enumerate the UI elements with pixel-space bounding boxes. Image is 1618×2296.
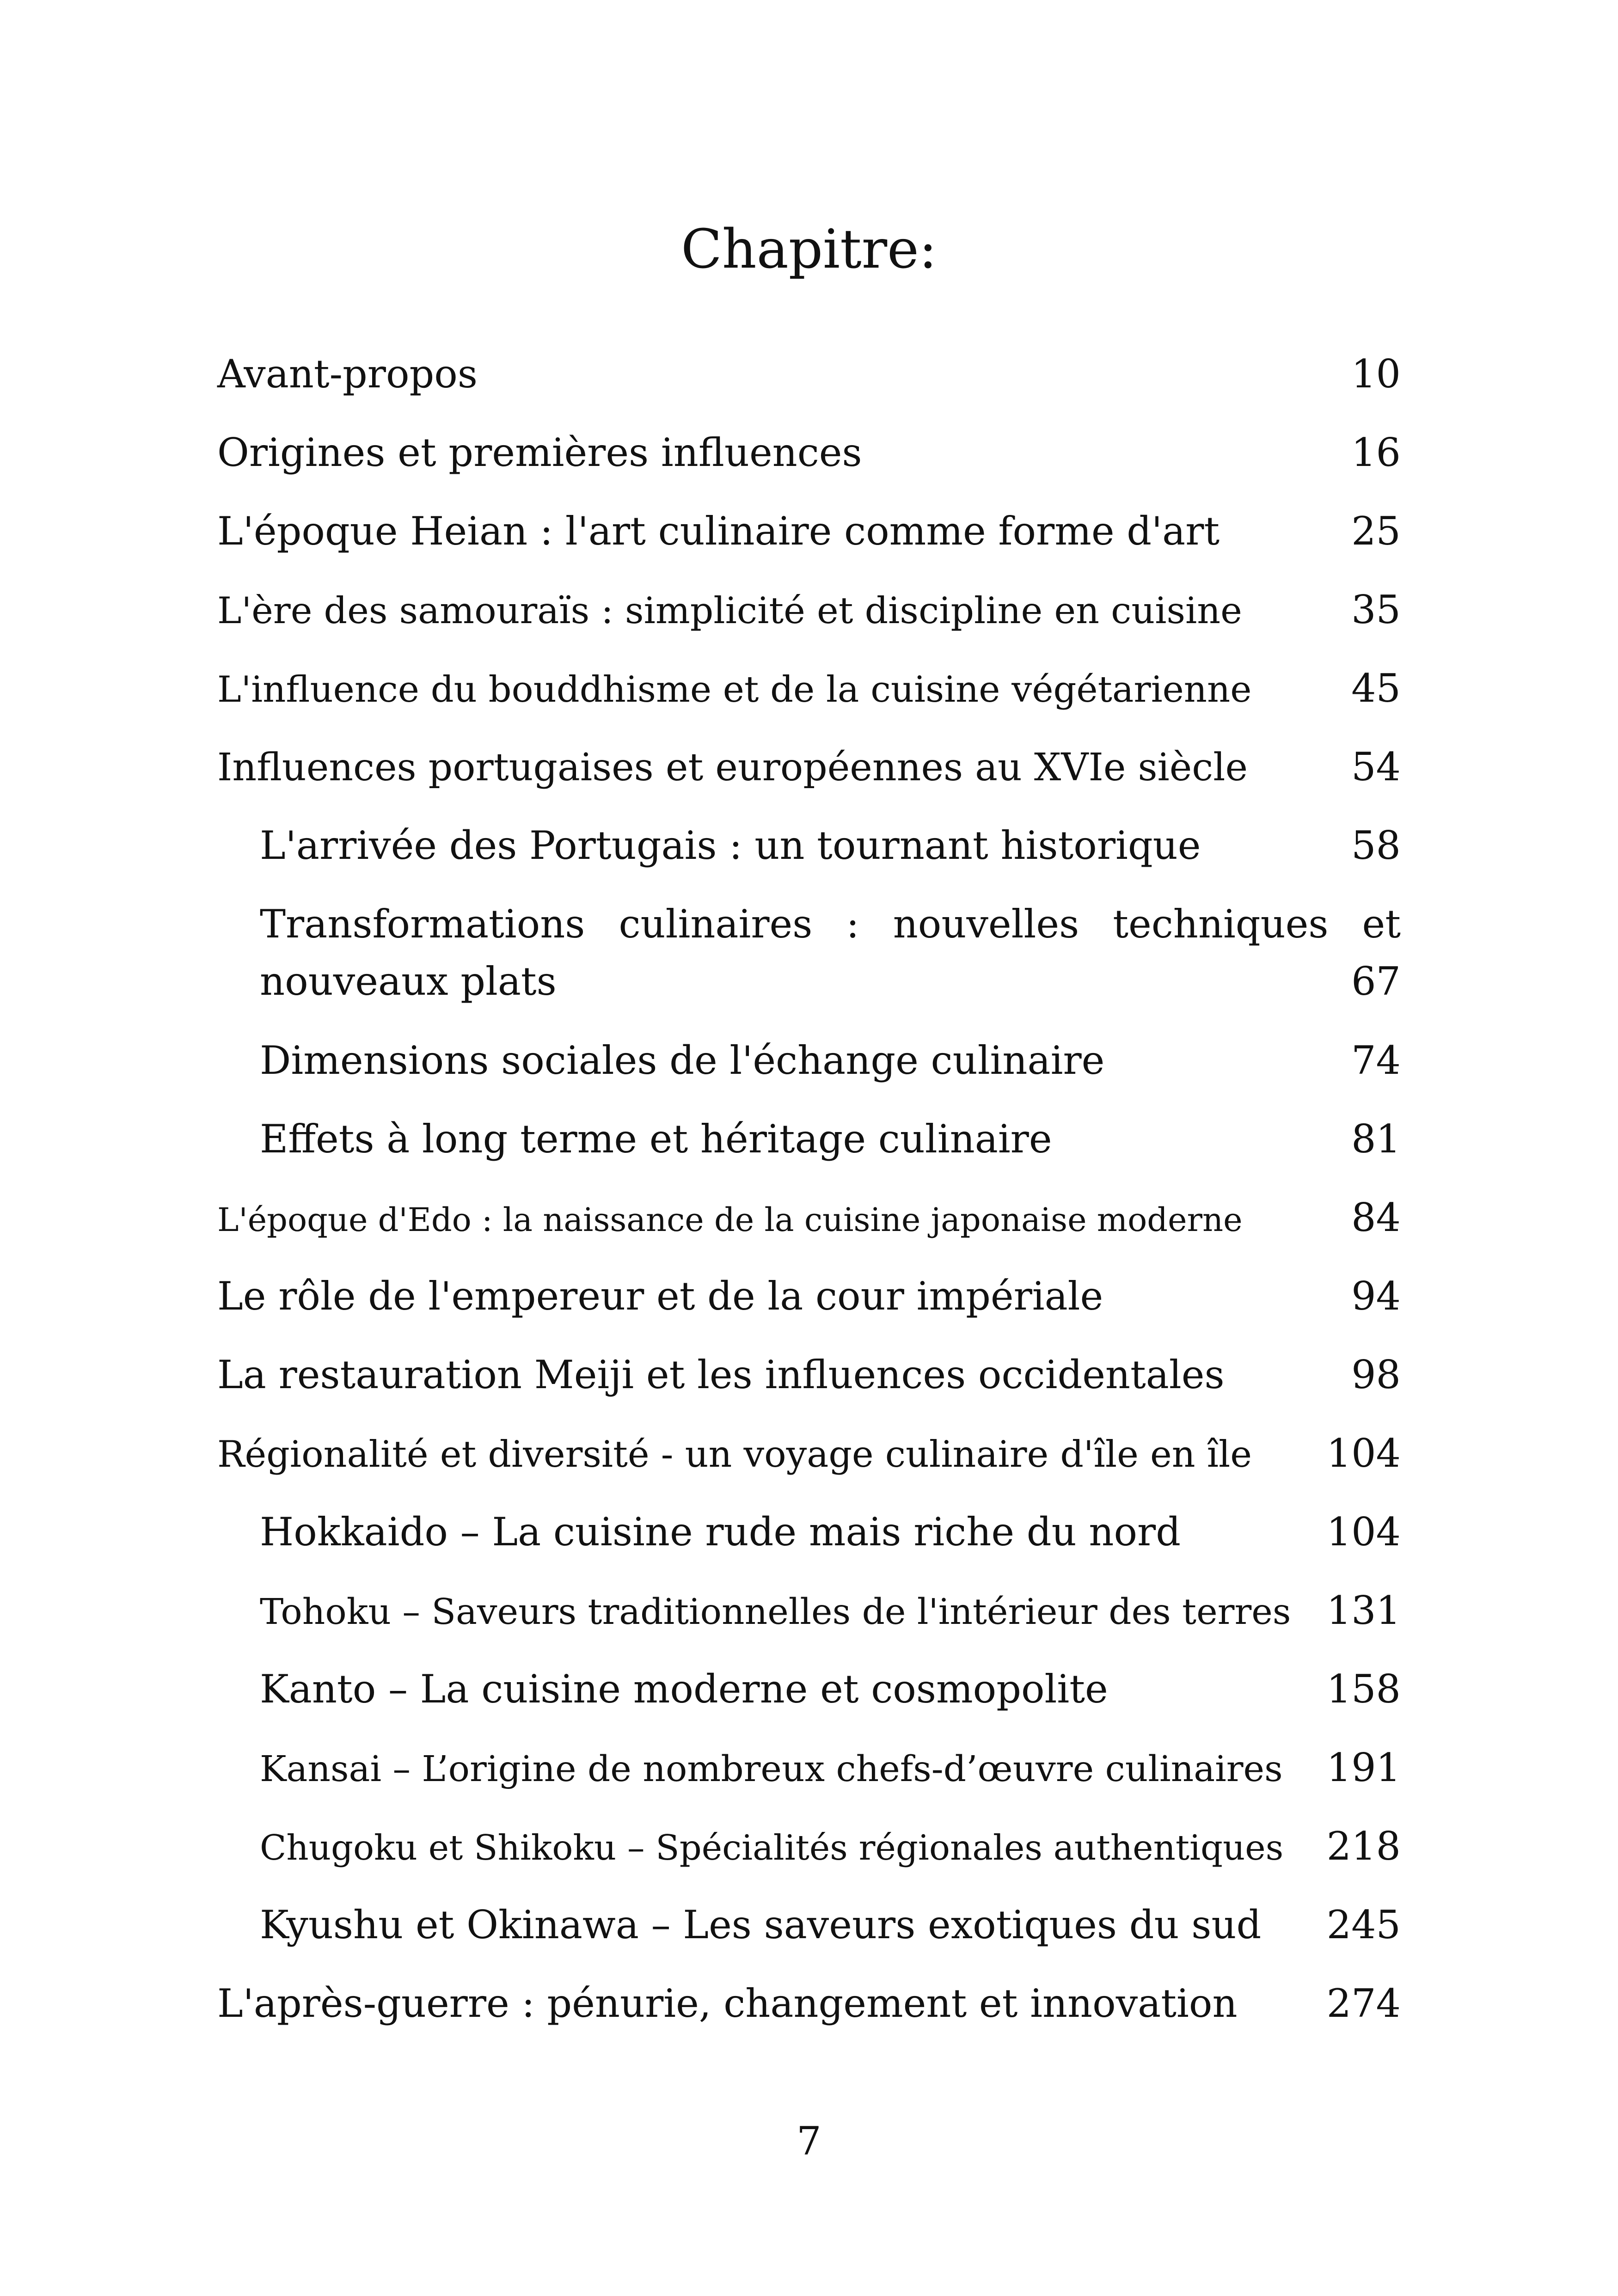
toc-entry-page: 74: [1351, 1038, 1401, 1083]
toc-entry-title: Régionalité et diversité - un voyage culinaire d'île en île: [217, 1433, 1252, 1476]
toc-entry-page: 25: [1351, 508, 1401, 554]
toc-entry-page: 104: [1326, 1431, 1401, 1476]
toc-entry-title: Origines et premières influences: [217, 430, 862, 475]
toc-entry-title: Tohoku – Saveurs traditionnelles de l'intérieur des terres: [260, 1592, 1291, 1633]
toc-entry-title: Kyushu et Okinawa – Les saveurs exotiques du sud: [260, 1902, 1262, 1947]
toc-entry-page: 35: [1351, 587, 1401, 632]
toc-entry-page: 54: [1351, 744, 1401, 790]
toc-entry: [217, 1975, 1401, 2032]
toc-subentry: [260, 817, 1401, 874]
toc-entry: [217, 1189, 1401, 1249]
toc-entry-title: L'après-guerre : pénurie, changement et innovation: [217, 1981, 1238, 2026]
toc-entry-page: 45: [1351, 666, 1401, 711]
page-title: Chapitre:: [681, 218, 937, 281]
toc-entry-page: 191: [1326, 1745, 1401, 1790]
table-of-contents: [217, 0, 1401, 2296]
toc-subentry: [260, 1503, 1401, 1561]
toc-entry-title: Kanto – La cuisine moderne et cosmopolite: [260, 1666, 1108, 1712]
toc-entry: [217, 1425, 1401, 1483]
toc-subentry: [260, 1896, 1401, 1953]
toc-entry-title: Kansai – L’origine de nombreux chefs-d’œuvre culinaires: [260, 1749, 1283, 1790]
toc-entry-title: La restauration Meiji et les influences occidentales: [217, 1352, 1225, 1397]
toc-entry: [217, 738, 1401, 796]
toc-entry-page: 58: [1351, 823, 1401, 868]
toc-entry-title: Effets à long terme et héritage culinaire: [260, 1116, 1052, 1162]
toc-entry-title: Dimensions sociales de l'échange culinaire: [260, 1038, 1105, 1083]
toc-subentry: [260, 1739, 1401, 1798]
toc-entry: [217, 660, 1401, 718]
toc-entry-title: Chugoku et Shikoku – Spécialités régionales authentiques: [260, 1827, 1284, 1868]
toc-entry: [217, 1346, 1401, 1403]
toc-entry-title: L'influence du bouddhisme et de la cuisine végétarienne: [217, 669, 1252, 710]
toc-entry-page: 81: [1351, 1116, 1401, 1162]
toc-entry-title: Influences portugaises et européennes au XVIe siècle: [217, 746, 1248, 790]
toc-subentry: [260, 1032, 1401, 1089]
toc-entry-title: L'époque d'Edo : la naissance de la cuisine japonaise moderne: [217, 1201, 1243, 1239]
toc-entry: [217, 424, 1401, 481]
toc-entry-title: Avant-propos: [217, 351, 478, 397]
toc-entry: [217, 1267, 1401, 1325]
toc-subentry: [260, 1660, 1401, 1718]
toc-entry-title: Le rôle de l'empereur et de la cour impériale: [217, 1274, 1103, 1319]
toc-entry-page: 67: [1351, 959, 1401, 1004]
toc-entry-page: 131: [1326, 1588, 1401, 1633]
toc-entry-page: 94: [1351, 1274, 1401, 1319]
page-number: 7: [797, 2118, 821, 2164]
toc-entry-page: 218: [1326, 1824, 1401, 1869]
toc-entry-page: 274: [1326, 1981, 1401, 2026]
toc-entry-title: L'arrivée des Portugais : un tournant historique: [260, 823, 1201, 868]
toc-subentry: [260, 1582, 1401, 1641]
toc-entry-page: 16: [1351, 430, 1401, 475]
toc-entry-page: 245: [1326, 1902, 1401, 1947]
toc-entry: [217, 502, 1401, 560]
toc-entry: [217, 581, 1401, 639]
toc-subentry: [260, 895, 1401, 1010]
toc-entry-title: Hokkaido – La cuisine rude mais riche du nord: [260, 1509, 1181, 1555]
toc-entry-page: 10: [1351, 351, 1401, 397]
toc-entry-page: 104: [1326, 1509, 1401, 1555]
toc-entry-page: 98: [1351, 1352, 1401, 1397]
toc-entry-page: 158: [1326, 1666, 1401, 1712]
toc-entry-title: Transformations culinaires : nouvelles techniques et nouveaux plats: [260, 901, 1401, 1004]
toc-subentry: [260, 1110, 1401, 1168]
toc-entry-title: L'ère des samouraïs : simplicité et discipline en cuisine: [217, 589, 1242, 632]
toc-entry: [217, 345, 1401, 403]
toc-entry-title: L'époque Heian : l'art culinaire comme forme d'art: [217, 508, 1220, 554]
toc-entry-page: 84: [1351, 1195, 1401, 1240]
toc-subentry: [260, 1818, 1401, 1876]
